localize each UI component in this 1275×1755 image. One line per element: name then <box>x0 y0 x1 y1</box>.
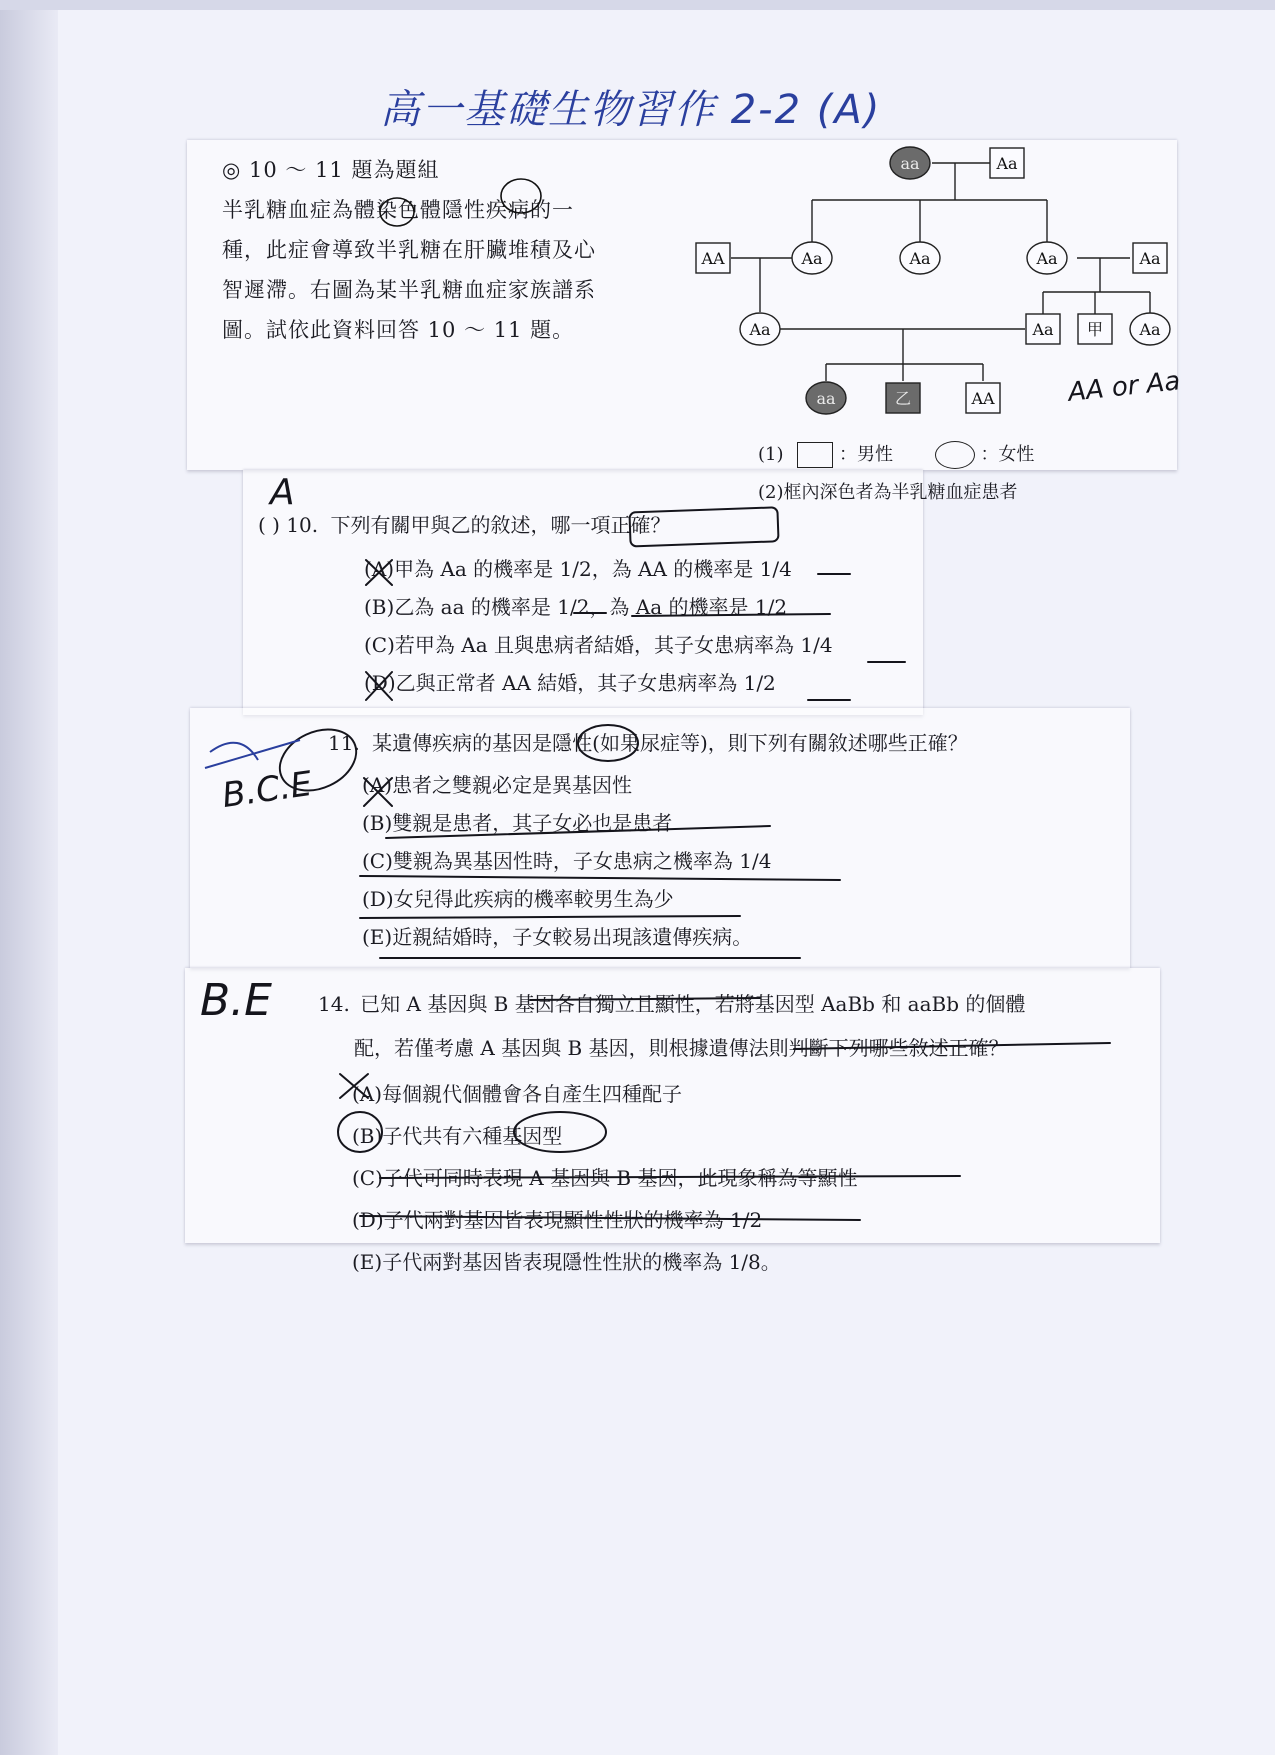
pedigree-node-label: Aa <box>1139 249 1161 268</box>
q14-option-d: (D)子代兩對基因皆表現顯性性狀的機率為 1/2 <box>352 1208 763 1232</box>
pedigree-node-label: 乙 <box>894 389 912 408</box>
q11-circled-answer <box>270 718 366 803</box>
intro-line: 圖。試依此資料回答 10 ～ 11 題。 <box>222 318 575 342</box>
q14-underline-c <box>380 1176 960 1178</box>
intro-line: 種，此症會導致半乳糖在肝臟堆積及心 <box>222 238 596 262</box>
q14-strike-d <box>360 1216 860 1220</box>
pedigree-node-label: Aa <box>749 320 771 339</box>
pedigree-node-label: Aa <box>1032 320 1054 339</box>
intro-line: 半乳糖血症為體染色體隱性疾病的一 <box>222 198 574 222</box>
q10-option-b: (B)乙為 aa 的機率是 1/2，為 Aa 的機率是 1/2 <box>364 595 788 619</box>
q11-stem: 某遺傳疾病的基因是隱性(如果尿症等)，則下列有關敘述哪些正確？ <box>372 731 968 755</box>
intro-heading: ◎ 10 ～ 11 題為題組 <box>222 158 440 182</box>
intro-line: 智遲滯。右圖為某半乳糖血症家族譜系 <box>222 278 596 302</box>
q14-underline-stem <box>530 998 760 1000</box>
q11-option-a: (A)患者之雙親必定是異基因性 <box>362 773 633 797</box>
legend-female-label: ：女性 <box>980 444 1035 465</box>
pedigree-node-label: Aa <box>909 249 931 268</box>
q10-handwritten-answer: A <box>270 472 295 513</box>
pedigree-node-label: Aa <box>801 249 823 268</box>
q10-cross-d <box>366 672 392 700</box>
q14-handwritten-answer: B.E <box>200 975 272 1026</box>
pedigree-node-label: AA <box>971 389 995 408</box>
legend-note: (2)框內深色者為半乳糖血症患者 <box>758 482 1018 503</box>
q10-answer-blank: ( ) <box>258 513 280 537</box>
q14-option-b: (B)子代共有六種基因型 <box>352 1124 563 1148</box>
q11-strike-b <box>386 826 770 838</box>
pedigree-node-label: Aa <box>1036 249 1058 268</box>
q11-option-d: (D)女兒得此疾病的機率較男生為少 <box>362 887 674 911</box>
q10-strike-b2 <box>632 614 830 616</box>
pedigree-node-label: 甲 <box>1086 320 1104 339</box>
q10-stem: 下列有關甲與乙的敘述，哪一項正確？ <box>330 513 671 537</box>
q14-stem-line: 14. 已知 A 基因與 B 基因各自獨立且顯性，若將基因型 AaBb 和 aaBb 的個體 <box>318 992 1026 1016</box>
q14-option-a: (A)每個親代個體會各自產生四種配子 <box>352 1082 683 1106</box>
legend-male-label: ：男性 <box>838 444 893 465</box>
pedigree-node-label: Aa <box>996 154 1018 173</box>
q11-number: 11. <box>328 731 360 755</box>
q10-option-a: (A)甲為 Aa 的機率是 1/2，為 AA 的機率是 1/4 <box>364 557 792 581</box>
q14-cross-a <box>340 1074 368 1098</box>
q10-circled-phrase-mark <box>629 507 778 546</box>
q14-option-c: (C)子代可同時表現 A 基因與 B 基因，此現象稱為等顯性 <box>352 1166 858 1190</box>
q11-strike-d <box>360 916 740 918</box>
q10-cross-a <box>366 560 392 585</box>
pedigree-node-label: aa <box>900 154 920 173</box>
blue-pen-scribble <box>205 740 300 768</box>
q14-circle-b <box>338 1112 382 1152</box>
q14-option-e: (E)子代兩對基因皆表現隱性性狀的機率為 1/8。 <box>352 1250 781 1274</box>
q14-strike-stem <box>794 1043 1110 1049</box>
q14-stem-line: 配，若僅考慮 A 基因與 B 基因，則根據遺傳法則判斷下列哪些敘述正確？ <box>354 1036 1009 1060</box>
pedigree-node-label: AA <box>701 249 725 268</box>
q14-number: 14. <box>318 992 350 1016</box>
q11-circled-word <box>578 725 638 761</box>
pedigree-node-label: aa <box>816 389 836 408</box>
pedigree-handwritten-note: AA or Aa <box>1066 366 1182 408</box>
pedigree-node-label: Aa <box>1139 320 1161 339</box>
q11-strike-c <box>360 876 840 880</box>
q11-handwritten-answer: B.C.E <box>219 763 315 817</box>
q11-option-e: (E)近親結婚時，子女較易出現該遺傳疾病。 <box>362 925 753 949</box>
q14-circle-b2 <box>514 1112 606 1152</box>
q10-number: 10. <box>286 513 319 537</box>
legend-prefix: (1) <box>758 444 784 465</box>
q10-option-c: (C)若甲為 Aa 且與患病者結婚，其子女患病率為 1/4 <box>364 633 833 657</box>
handwritten-title: 高一基礎生物習作 2-2 (A) <box>380 87 882 133</box>
q11-option-c: (C)雙親為異基因性時，子女患病之機率為 1/4 <box>362 849 772 873</box>
q11-cross-a <box>364 778 392 806</box>
q11-option-b: (B)雙親是患者，其子女必也是患者 <box>362 811 673 835</box>
q10-option-d: (D)乙與正常者 AA 結婚，其子女患病率為 1/2 <box>364 671 776 695</box>
